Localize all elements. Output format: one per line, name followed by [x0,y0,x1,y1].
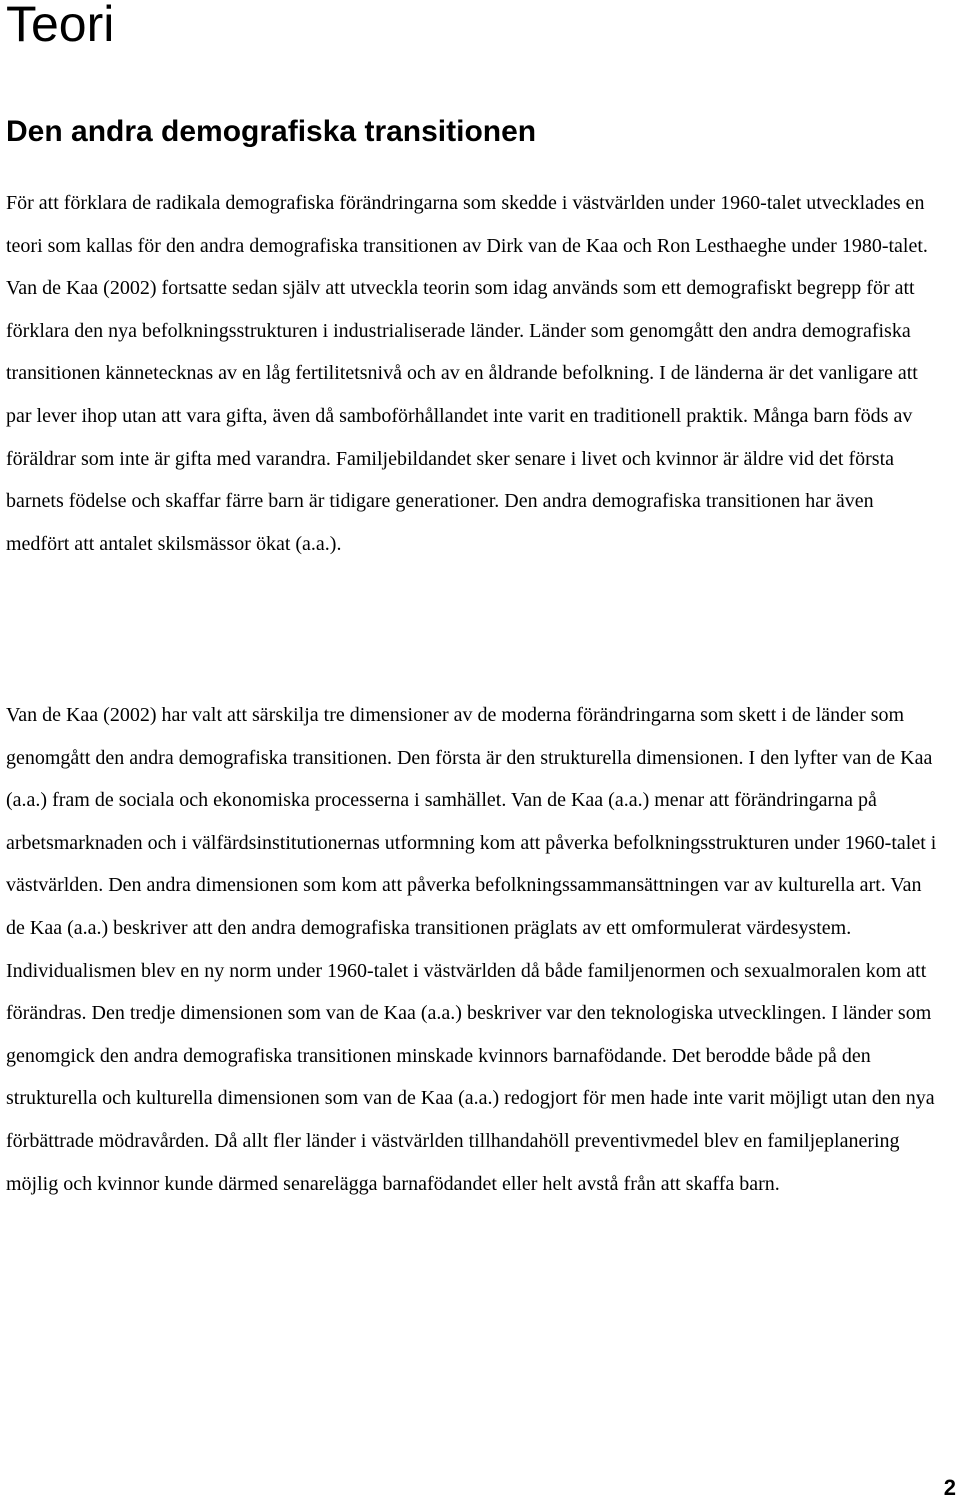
page-number: 2 [943,1475,956,1500]
body-paragraph-2: Van de Kaa (2002) har valt att särskilja tre dimensioner av de moderna förändringarna som skett i de länder som genomgått den andra demografiska transitionen. Den första är den strukturella dimensionen. I den lyfter van de Kaa (a.a.) fram de sociala och ekonomiska processerna i samhället. Van de Kaa (a.a.) menar att förändringarna på arbetsmarknaden och i välfärdsinstitutionernas utformning kom att påverka befolkningsstrukturen under 1960-talet i västvärlden. Den andra dimensionen som kom att påverka befolkningssammansättningen var av kulturella art. Van de Kaa (a.a.) beskriver att den andra demografiska transitionen präglats av ett omformulerat värdesystem. Individualismen blev en ny norm under 1960-talet i västvärlden då både familjenormen och sexualmoralen kom att förändras. Den tredje dimensionen som van de Kaa (a.a.) beskriver var den teknologiska utvecklingen. I länder som genomgick den andra demografiska transitionen minskade kvinnors barnafödande. Det berodde både på den strukturella och kulturella dimensionen som van de Kaa (a.a.) redogjort för men hade inte varit möjligt utan den nya förbättrade mödravården. Då allt fler länder i västvärlden tillhandahöll preventivmedel blev en familjeplanering möjlig och kvinnor kunde därmed senarelägga barnafödandet eller helt avstå från att skaffa barn. [6,704,937,1195]
section-heading: Den andra demografiska transitionen [6,115,537,148]
body-paragraph-1: För att förklara de radikala demografiska förändringarna som skedde i västvärlden under 1960-talet utvecklades en teori som kallas för den andra demografiska transitionen av Dirk van de Kaa och Ron Lesthaeghe under 1980-talet. Van de Kaa (2002) fortsatte sedan själv att utveckla teorin som idag används som ett demografiskt begrepp för att förklara den nya befolkningsstrukturen i industrialiserade länder. Länder som genomgått den andra demografiska transitionen kännetecknas av en låg fertilitetsnivå och av en åldrande befolkning. I de länderna är det vanligare att par lever ihop utan att vara gifta, även då samboförhållandet inte varit en traditionell praktik. Många barn föds av föräldrar som inte är gifta med varandra. Familjebildandet sker senare i livet och kvinnor är äldre vid det första barnets födelse och skaffar färre barn är tidigare generationer. Den andra demografiska transitionen har även medfört att antalet skilsmässor ökat (a.a.). [6,192,928,555]
chapter-title: Teori [6,0,115,52]
